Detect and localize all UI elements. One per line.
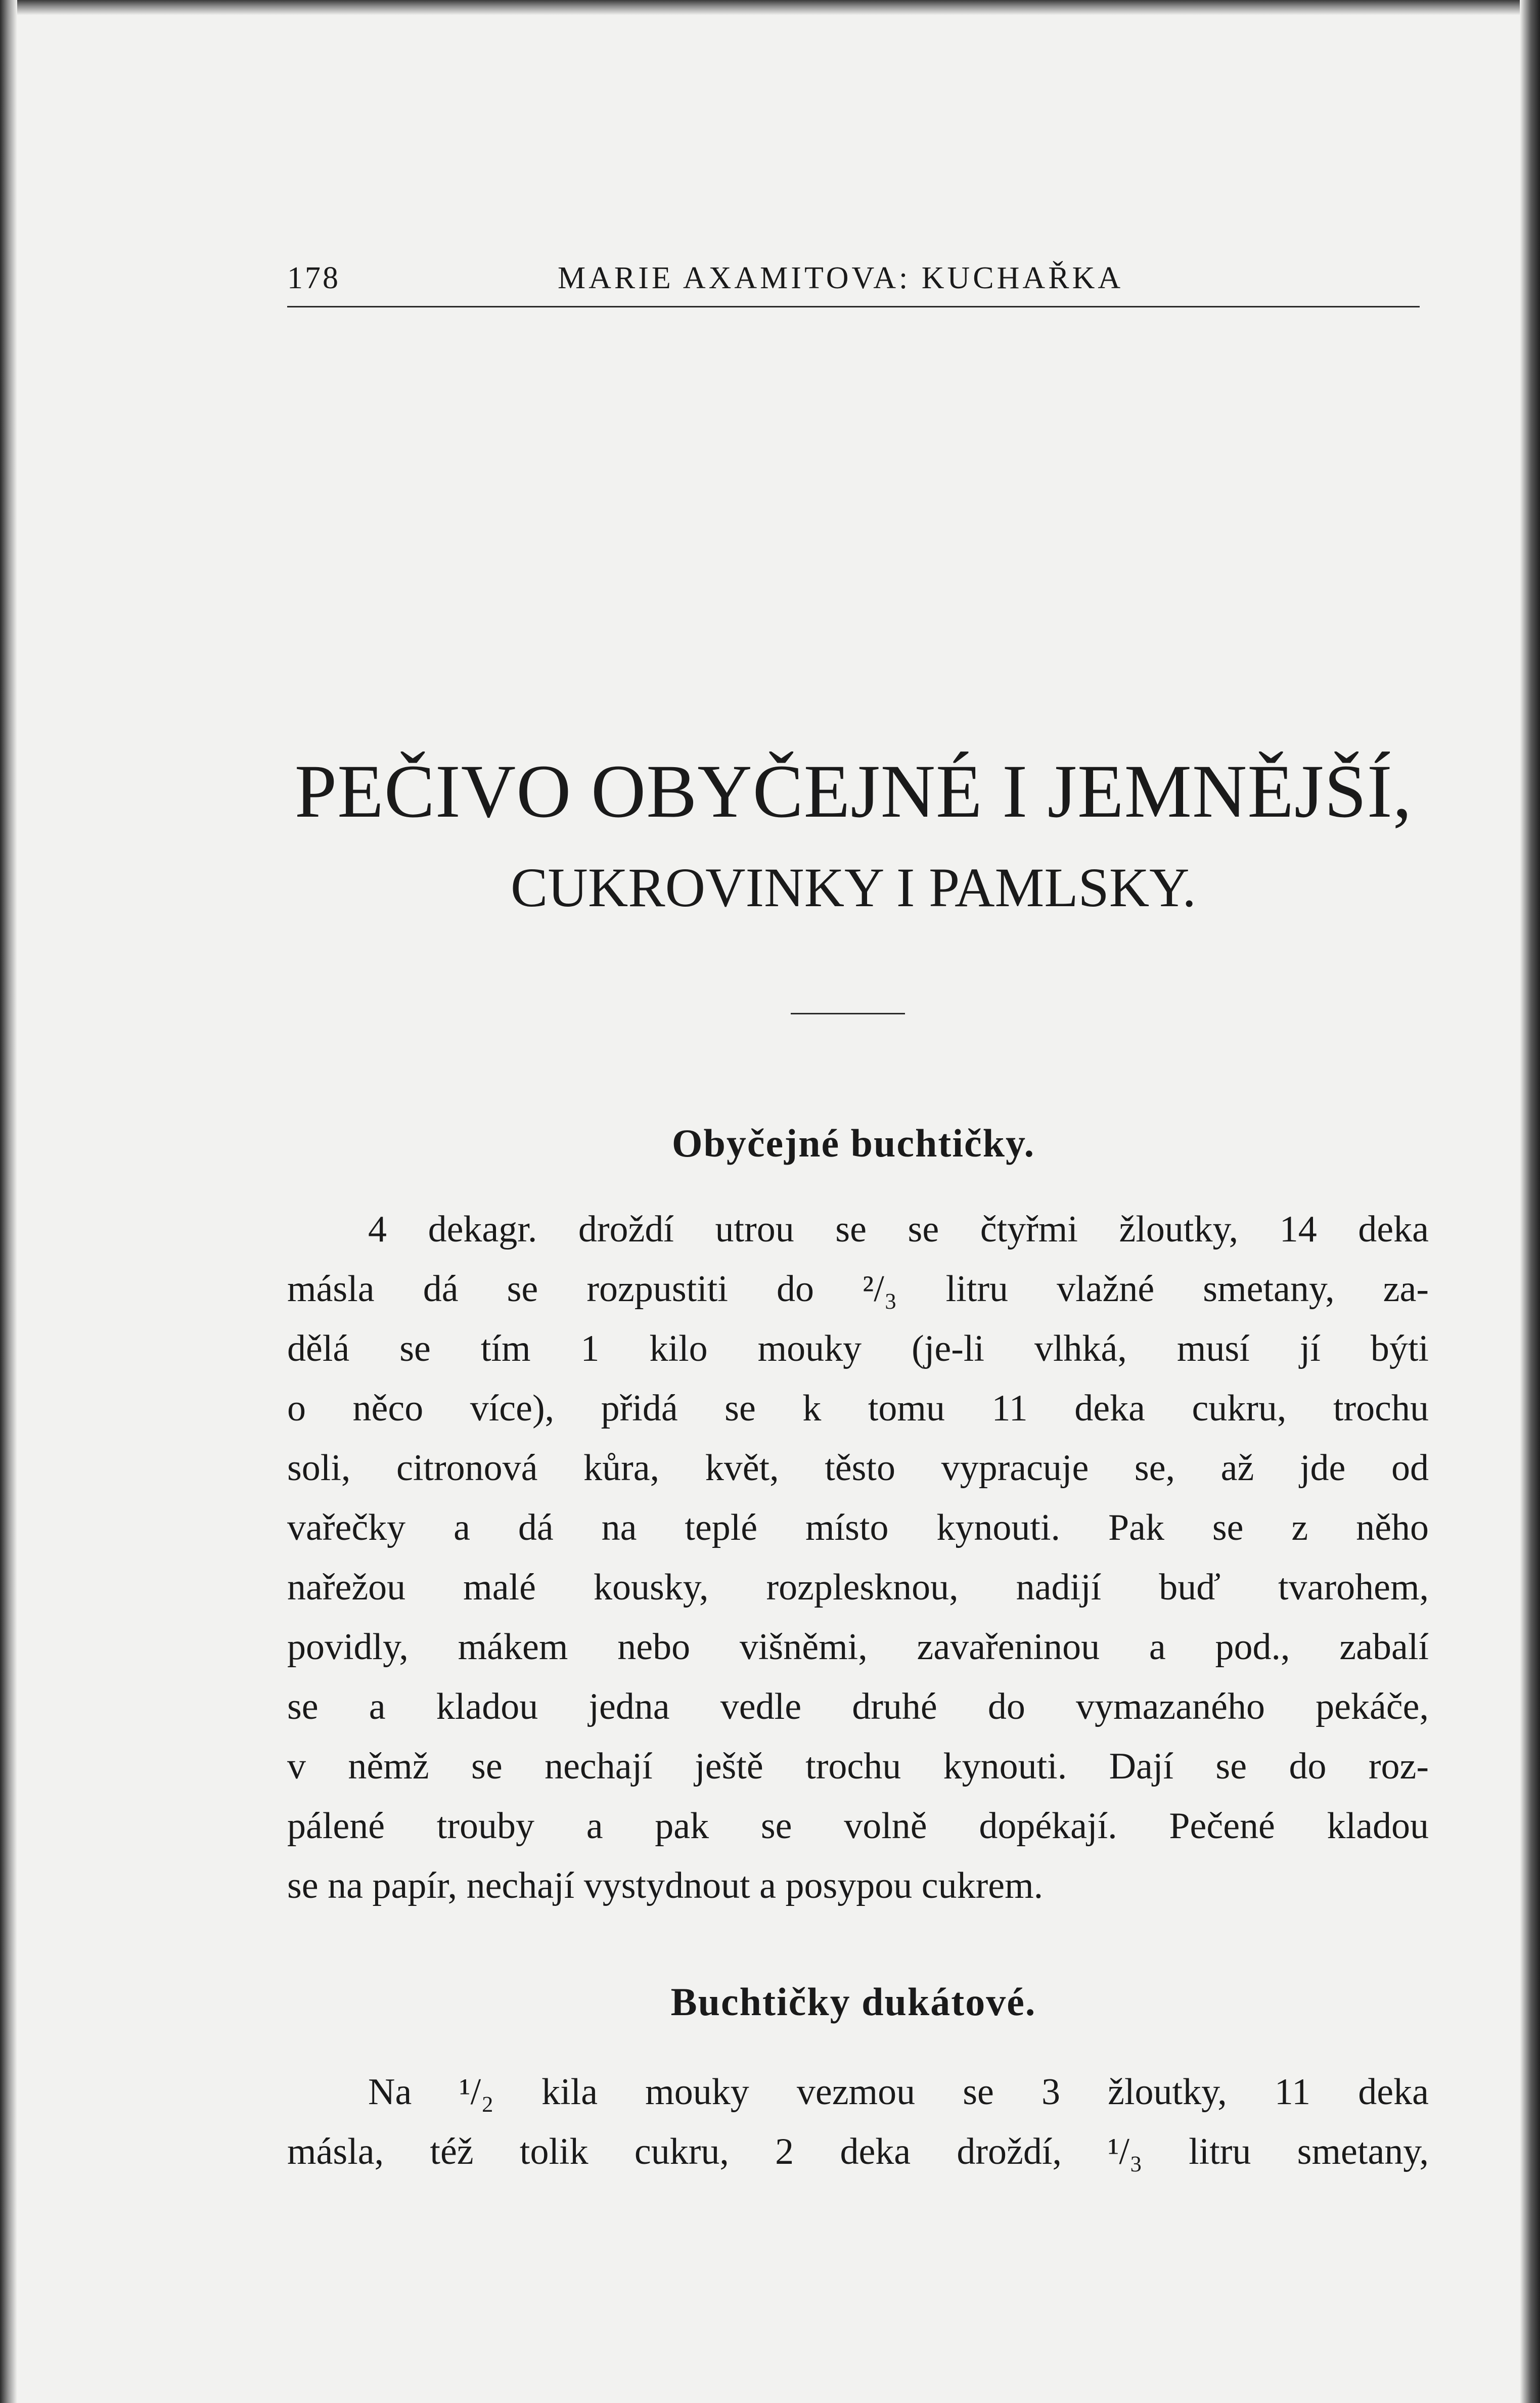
chapter-subtitle: CUKROVINKY I PAMLSKY. xyxy=(511,857,1196,918)
page-number: 178 xyxy=(287,261,340,295)
text-line: povidly, mákem nebo višněmi, zavařeninou a pod., zabalí xyxy=(287,1626,1429,1668)
text-line: v němž se nechají ještě trochu kynouti. Dají se do roz- xyxy=(287,1746,1429,1787)
recipe-heading: Obyčejné buchtičky. xyxy=(671,1121,1035,1165)
recipe-paragraph xyxy=(287,1199,1429,1916)
text-line: vařečky a dá na teplé místo kynouti. Pak se z něho xyxy=(287,1507,1429,1548)
text-line: se na papír, nechají vystydnout a posypou cukrem. xyxy=(287,1865,1044,1906)
book-page xyxy=(287,0,1430,2403)
text-line: o něco více), přidá se k tomu 11 deka cukru, trochu xyxy=(287,1388,1429,1429)
text-line: nařežou malé kousky, rozplesknou, nadijí buď tvarohem, xyxy=(287,1567,1429,1608)
text-line: másla dá se rozpustiti do ²/₃ litru vlažné smetany, za- xyxy=(287,1268,1429,1310)
scan-edge-right xyxy=(1520,0,1540,2403)
text-line: pálené trouby a pak se volně dopékají. Pečené kladou xyxy=(287,1805,1429,1847)
section-divider xyxy=(791,1013,905,1014)
text-line: másla, též tolik cukru, 2 deka droždí, ¹/₃ litru smetany, xyxy=(287,2131,1429,2172)
chapter-title: PEČIVO OBYČEJNÉ I JEMNĚJŠÍ, xyxy=(294,749,1413,833)
recipe-heading: Buchtičky dukátové. xyxy=(670,1980,1036,2024)
scan-edge-left xyxy=(0,0,17,2403)
text-line: 4 dekagr. droždí utrou se se čtyřmi žloutky, 14 deka xyxy=(368,1209,1429,1250)
text-line: dělá se tím 1 kilo mouky (je-li vlhká, musí jí býti xyxy=(287,1328,1429,1369)
running-head xyxy=(287,260,1420,307)
text-line: soli, citronová kůra, květ, těsto vypracuje se, až jde od xyxy=(287,1447,1429,1489)
recipe-paragraph xyxy=(287,2062,1429,2182)
text-line: Na ¹/₂ kila mouky vezmou se 3 žloutky, 11 deka xyxy=(368,2071,1429,2113)
text-line: se a kladou jedna vedle druhé do vymazaného pekáče, xyxy=(287,1686,1429,1727)
running-head-title: MARIE AXAMITOVA: KUCHAŘKA xyxy=(558,261,1124,295)
